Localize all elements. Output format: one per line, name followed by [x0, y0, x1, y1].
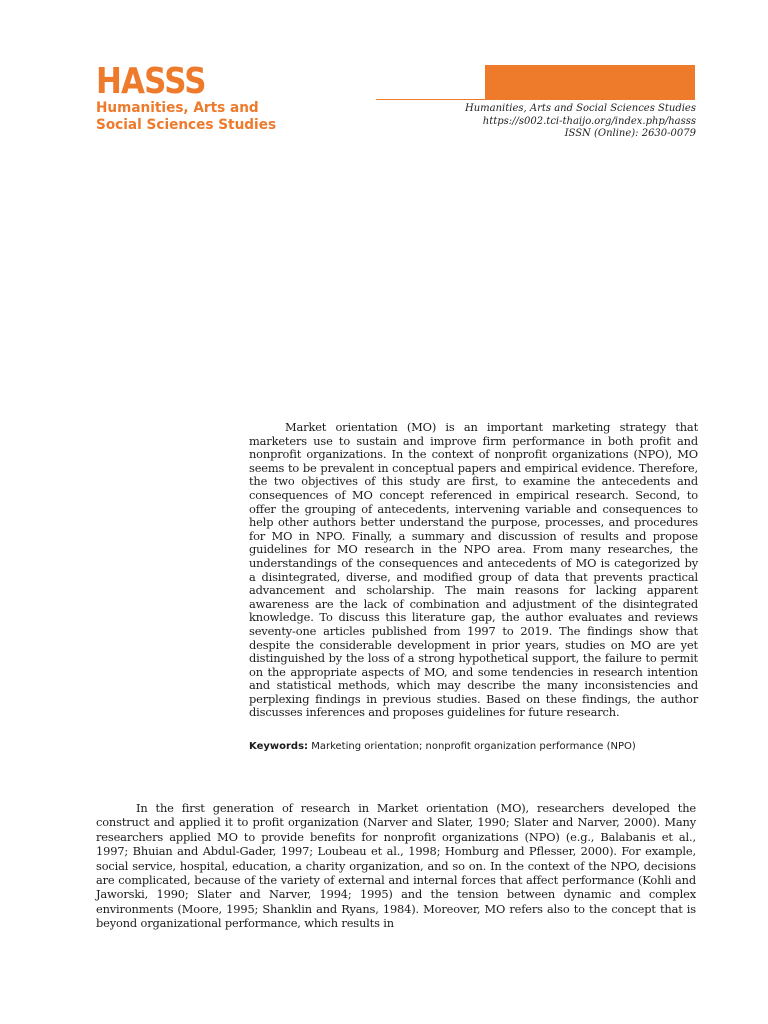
introduction-paragraph: In the first generation of research in Market orientation (MO), researchers developed the construct and applied it to profit organization (Narver and Slater, 1990; Slater and Narver, 2000). Many researchers applied MO to provide benefits for nonprofit organizations (NPO) (e.g., Balabanis et al., 1997; Bhuian and Abdul-Gader, 1997; Loubeau et al., 1998; Homburg and Pflesser, 2000). For example, social service, hospital, education, a charity organization, and so on. In the context of the NPO, decisions are complicated, because of the variety of external and internal forces that affect performance (Kohli and Jaworski, 1990; Slater and Narver, 1994; 1995) and the tension between dynamic and complex environments (Moore, 1995; Shanklin and Ryans, 1984). Moreover, MO refers also to the concept that is beyond organizational performance, which results in: [96, 801, 696, 931]
journal-issn: ISSN (Online): 2630-0079: [564, 128, 696, 139]
journal-name: Humanities, Arts and Social Sciences Studies: [465, 103, 696, 114]
logo-line-2: Social Sciences Studies: [96, 116, 277, 133]
logo-line-1: Humanities, Arts and: [96, 100, 259, 116]
header-rule: [376, 99, 695, 100]
keywords: [249, 740, 699, 753]
abstract: [249, 421, 698, 720]
keywords-label: Keywords:: [249, 741, 309, 752]
journal-info: [465, 103, 696, 141]
introduction: [96, 801, 696, 931]
keywords-value: Marketing orientation; nonprofit organization performance (NPO): [311, 741, 636, 752]
logo-mark: HASSS: [96, 61, 206, 102]
journal-logo: [96, 61, 277, 133]
header-accent-block: [485, 65, 695, 99]
abstract-text: Market orientation (MO) is an important marketing strategy that marketers use to sustain and improve firm performance in both profit and nonprofit organizations. In the context of nonprofit organizations (NPO), MO seems to be prevalent in conceptual papers and empirical evidence. Therefore, the two objectives of this study are first, to examine the antecedents and consequences of MO concept referenced in empirical research. Second, to offer the grouping of antecedents, intervening variable and consequences to help other authors better understand the purpose, processes, and procedures for MO in NPO. Finally, a summary and discussion of results and propose guidelines for MO research in the NPO area. From many researches, the understandings of the consequences and antecedents of MO is categorized by a disintegrated, diverse, and modified group of data that prevents practical advancement and scholarship. The main reasons for lacking apparent awareness are the lack of combination and adjustment of the disintegrated knowledge. To discuss this literature gap, the author evaluates and reviews seventy-one articles published from 1997 to 2019. The findings show that despite the considerable development in prior years, studies on MO are yet distinguished by the loss of a strong hypothetical support, the failure to permit on the appropriate aspects of MO, and some tendencies in research intention and statistical methods, which may describe the many inconsistencies and perplexing findings in previous studies. Based on these findings, the author discusses inferences and proposes guidelines for future research.: [249, 420, 698, 720]
journal-url[interactable]: https://s002.tci-thaijo.org/index.php/hasss: [482, 115, 696, 127]
